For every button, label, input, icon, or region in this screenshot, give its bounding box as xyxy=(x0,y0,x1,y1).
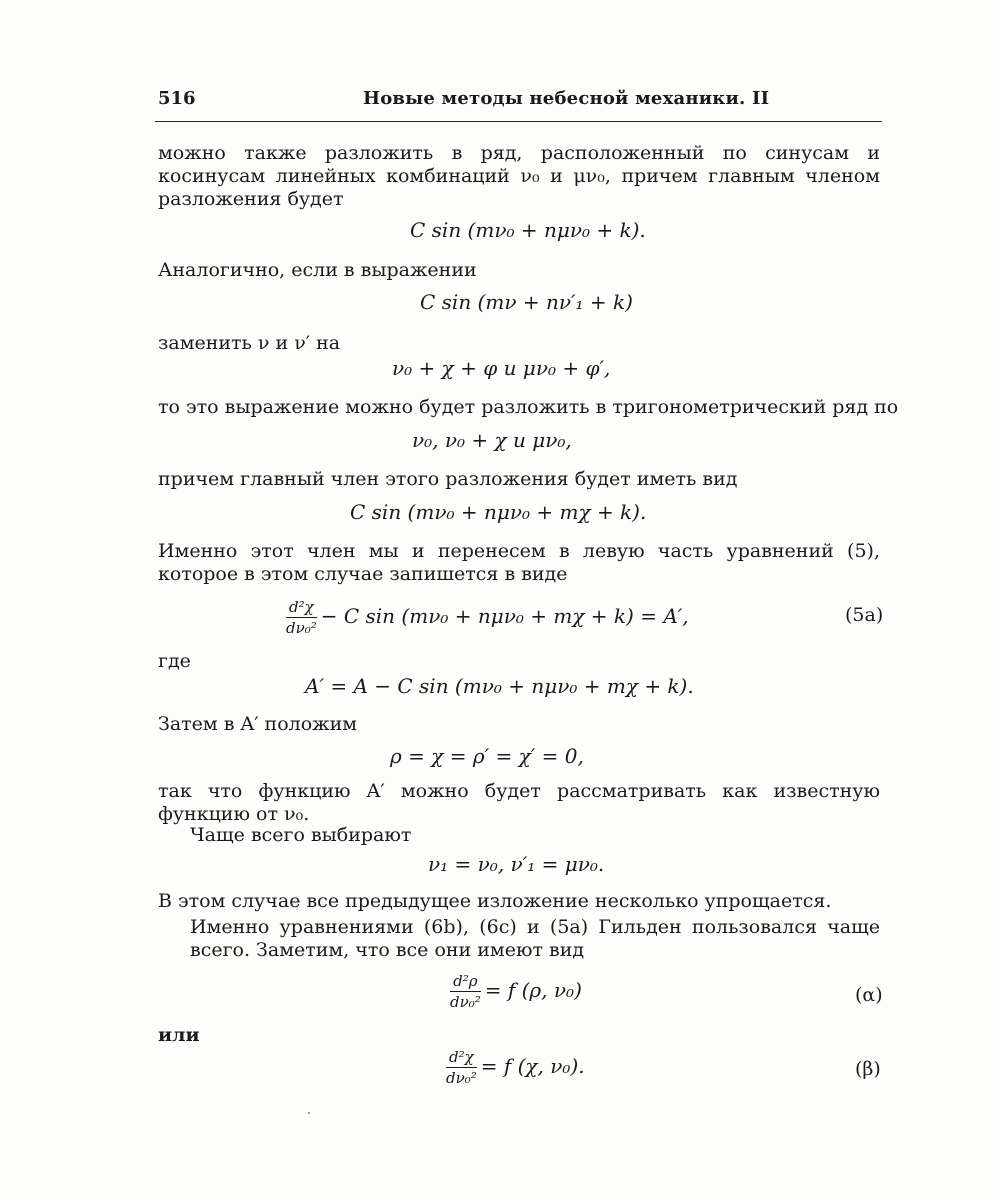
formula-5: C sin (mν₀ + nμν₀ + mχ + k). xyxy=(350,500,647,524)
formula-5a-rest: − C sin (mν₀ + nμν₀ + mχ + k) = A′, xyxy=(320,604,689,628)
paragraph-7: где xyxy=(158,650,191,672)
paragraph-10: Чаще всего выбирают xyxy=(190,824,412,846)
paragraph-1: можно также разложить в ряд, расположенный по синусам и косинусам линейных комбинаций ν₀ и μν₀, причем главным членом разложения будет xyxy=(158,142,880,210)
fraction-numerator: d²ρ xyxy=(450,972,480,992)
formula-alpha xyxy=(450,972,582,1011)
paragraph-5: причем главный член этого разложения будет иметь вид xyxy=(158,468,738,490)
formula-8: ρ = χ = ρ′ = χ′ = 0, xyxy=(390,744,584,768)
fraction xyxy=(446,1048,477,1087)
paragraph-13: или xyxy=(158,1024,200,1046)
paper-speck xyxy=(308,1112,310,1114)
page-header xyxy=(158,88,880,118)
paragraph-12: Именно уравнениями (6b), (6c) и (5a) Гильден пользовался чаще всего. Заметим, что все они имеют вид xyxy=(190,916,880,961)
equation-label-beta: (β) xyxy=(855,1058,881,1080)
fraction-numerator: d²χ xyxy=(286,598,317,618)
paragraph-6: Именно этот член мы и перенесем в левую часть уравнений (5), которое в этом случае запишется в виде xyxy=(158,540,880,585)
equation-label-5a: (5a) xyxy=(845,604,884,626)
formula-3: ν₀ + χ + φ и μν₀ + φ′, xyxy=(392,356,611,380)
fraction-numerator: d²χ xyxy=(446,1048,477,1068)
fraction xyxy=(286,598,317,637)
fraction xyxy=(450,972,481,1011)
formula-5a xyxy=(286,598,689,637)
paragraph-4: то это выражение можно будет разложить в тригонометрический ряд по xyxy=(158,396,899,418)
fraction-denominator: dν₀² xyxy=(286,619,317,637)
page-number: 516 xyxy=(158,88,196,109)
fraction-denominator: dν₀² xyxy=(446,1069,477,1087)
formula-4: ν₀, ν₀ + χ и μν₀, xyxy=(412,428,572,452)
paragraph-3: заменить ν и ν′ на xyxy=(158,332,341,354)
paragraph-8: Затем в A′ положим xyxy=(158,713,358,735)
equation-label-alpha: (α) xyxy=(855,984,883,1006)
fraction-denominator: dν₀² xyxy=(450,993,481,1011)
header-rule xyxy=(155,121,882,122)
formula-beta-rest: = f (χ, ν₀). xyxy=(480,1054,585,1078)
formula-alpha-rest: = f (ρ, ν₀) xyxy=(484,978,582,1002)
formula-1: C sin (mν₀ + nμν₀ + k). xyxy=(410,218,646,242)
formula-7: A′ = A − C sin (mν₀ + nμν₀ + mχ + k). xyxy=(305,674,694,698)
paragraph-9: так что функцию A′ можно будет рассматривать как известную функцию от ν₀. xyxy=(158,780,880,825)
formula-beta xyxy=(446,1048,585,1087)
running-title: Новые методы небесной механики. II xyxy=(363,88,770,109)
formula-2: C sin (mν + nν′₁ + k) xyxy=(420,290,633,314)
formula-10: ν₁ = ν₀, ν′₁ = μν₀. xyxy=(428,852,605,876)
paragraph-11: В этом случае все предыдущее изложение несколько упрощается. xyxy=(158,890,832,912)
paragraph-2: Аналогично, если в выражении xyxy=(158,259,477,281)
